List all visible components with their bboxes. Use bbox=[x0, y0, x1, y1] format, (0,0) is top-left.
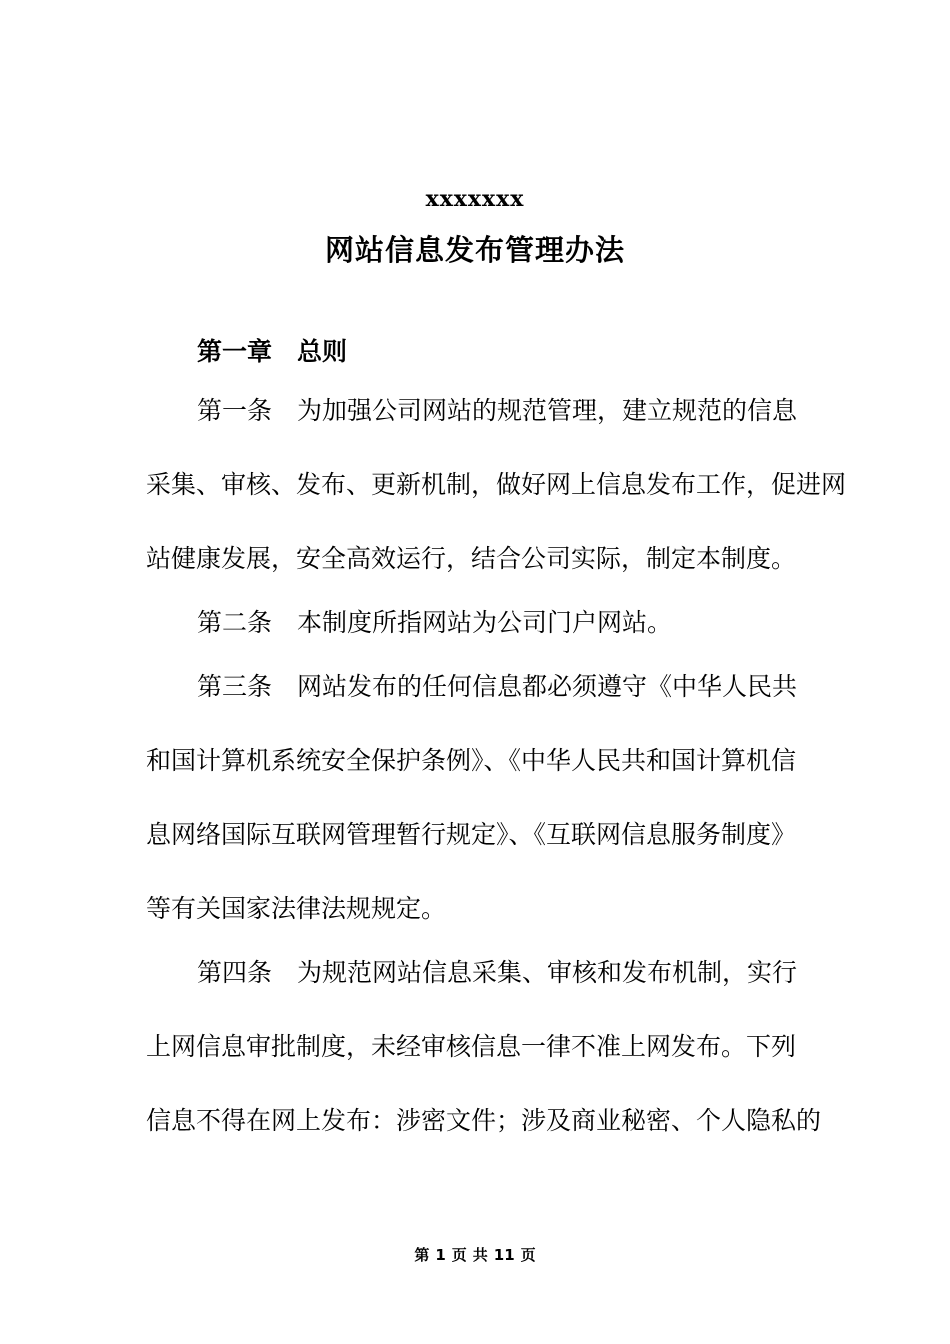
paragraph-line: 站健康发展，安全高效运行，结合公司实际，制定本制度。 bbox=[146, 544, 797, 573]
paragraph-line: 和国计算机系统安全保护条例》、《中华人民共和国计算机信 bbox=[146, 746, 797, 775]
page-label: 页 bbox=[520, 1246, 536, 1264]
page-label: 第 bbox=[414, 1246, 430, 1264]
paragraph-line: 第一条 为加强公司网站的规范管理，建立规范的信息 bbox=[197, 396, 798, 425]
paragraph-line: 息网络国际互联网管理暂行规定》、《互联网信息服务制度》 bbox=[146, 820, 797, 849]
paragraph-line: 等有关国家法律法规规定。 bbox=[146, 894, 447, 923]
total-pages-number: 11 bbox=[493, 1246, 515, 1264]
chapter-heading: 第一章 总则 bbox=[197, 337, 348, 366]
current-page-number: 1 bbox=[435, 1246, 446, 1264]
page-label: 页 bbox=[451, 1246, 467, 1264]
paragraph-line: 第二条 本制度所指网站为公司门户网站。 bbox=[197, 608, 673, 637]
paragraph-line: 第三条 网站发布的任何信息都必须遵守《中华人民共 bbox=[197, 672, 798, 701]
paragraph-line: 第四条 为规范网站信息采集、审核和发布机制，实行 bbox=[197, 958, 798, 987]
document-title: 网站信息发布管理办法 bbox=[324, 233, 625, 267]
paragraph-line: 信息不得在网上发布：涉密文件；涉及商业秘密、个人隐私的 bbox=[146, 1106, 822, 1135]
total-label: 共 bbox=[472, 1246, 488, 1264]
paragraph-line: 采集、审核、发布、更新机制，做好网上信息发布工作，促进网 bbox=[146, 470, 847, 499]
page-footer bbox=[0, 1244, 950, 1265]
organization-name: xxxxxxx bbox=[425, 186, 525, 212]
paragraph-line: 上网信息审批制度，未经审核信息一律不准上网发布。下列 bbox=[146, 1032, 797, 1061]
